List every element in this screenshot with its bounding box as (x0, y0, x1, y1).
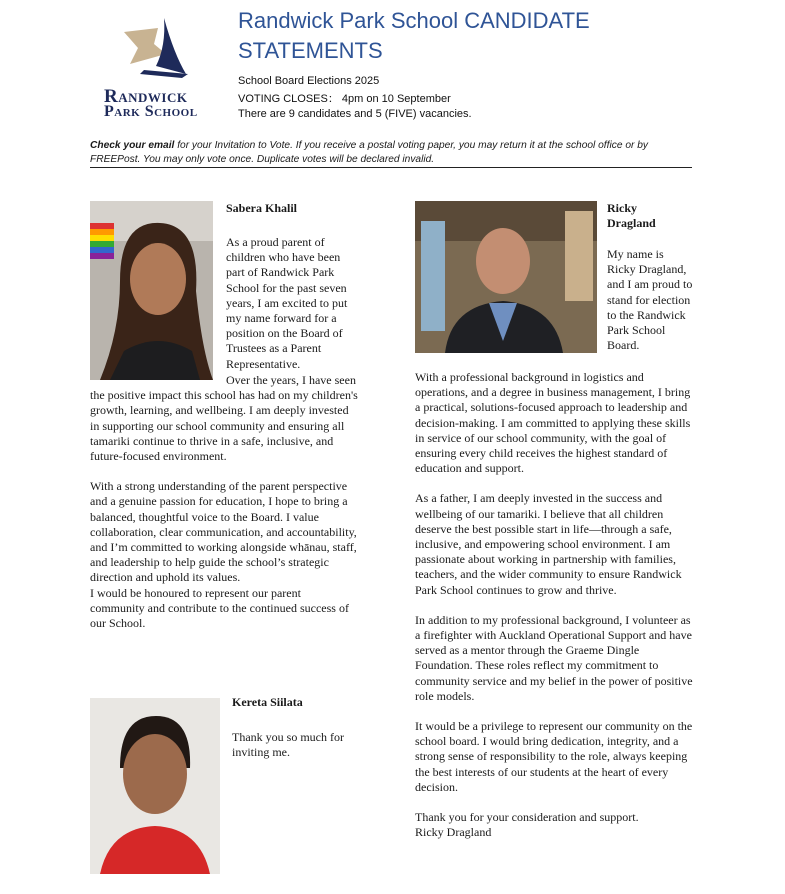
statement-kereta-p1: Thank you so much for inviting me. (232, 730, 344, 760)
statement-sabera-body (90, 373, 358, 631)
voting-closes-label: VOTING CLOSES： (238, 93, 339, 105)
voting-closes (238, 92, 451, 107)
statement-ricky-p4: In addition to my professional background, I volunteer as a firefighter with Auckland Operational Support and have served as a mentor through the Graeme Dingle Foundation. These roles reflect my commitment to community service and my belief in the power of positive role models. (415, 612, 693, 703)
candidate-photo-kereta (90, 698, 220, 874)
statement-sabera-p4: I would be honoured to represent our parent community and contribute to the continued success of our School. (90, 585, 349, 631)
statement-ricky-intro: My name is Ricky Dragland, and I am proud to stand for election to the Randwick Park School Board. (607, 247, 693, 353)
statement-ricky-p6: Thank you for your consideration and support. (415, 810, 639, 825)
statement-ricky-body (415, 370, 693, 840)
logo-text-line1: Randwick (104, 86, 188, 107)
vacancies-text: There are 9 candidates and 5 (FIVE) vacancies. (238, 108, 472, 120)
statement-ricky-p2: With a professional background in logistics and operations, and a degree in business management, I bring a practical, solutions-focused approach to leadership and decision-making. I am committed to applying these skills in service of our school community, with the goal of ensuring every child receives the highest standard of education and support. (415, 370, 691, 476)
voting-notice (90, 139, 695, 167)
notice-text: for your Invitation to Vote. If you receive a postal voting paper, you may return it at the school office or by FREEPost. You may only vote once. Duplicate votes will be declared invalid. (90, 140, 648, 165)
header-divider (90, 167, 692, 168)
statement-sabera-p3: With a strong understanding of the parent perspective and a genuine passion for education, I hope to bring a balanced, thoughtful voice to the Board. I value collaboration, clear communication, and accountability, and I’m committed to working alongside whānau, staff, and leadership to help guide the school’s strategic direction and uphold its values. (90, 479, 357, 585)
page-title: Randwick Park School CANDIDATE STATEMENTS (238, 8, 590, 63)
candidate-photo-sabera (90, 201, 213, 380)
voting-closes-value: 4pm on 10 September (341, 93, 451, 105)
notice-bold: Check your email (90, 140, 175, 151)
statement-ricky-p3: As a father, I am deeply invested in the success and wellbeing of our tamariki. I believe that all children deserve the best possible start in life—through a safe, inclusive, and empowering school environment. I am passionate about working in partnership with families, teachers, and the wider community to ensure Randwick Park School continues to grow and thrive. (415, 491, 682, 597)
logo-text-line2: Park School (104, 103, 198, 120)
candidate-name-ricky: Ricky Dragland (607, 201, 656, 230)
statement-sabera-p2: Over the years, I have seen the positive impact this school has had on my children's growth, learning, and wellbeing. I am deeply invested in supporting our school community and ensuring all tamariki continue to thrive in a safe, inclusive, and future-focused environment. (90, 373, 358, 464)
statement-ricky-p7: Ricky Dragland (415, 825, 492, 840)
statement-ricky-p5: It would be a privilege to represent our community on the school board. I would bring dedication, integrity, and a strong sense of responsibility to the role, always keeping the best interests of our students at the heart of every decision. (415, 719, 693, 794)
candidate-name-sabera: Sabera Khalil (226, 201, 298, 215)
election-subtitle: School Board Elections 2025 (238, 75, 380, 87)
candidate-photo-ricky (415, 201, 597, 353)
candidate-name-kereta: Kereta Siilata (232, 695, 303, 709)
statement-sabera-intro: As a proud parent of children who have been part of Randwick Park School for the past seven years, I am excited to put my name forward for a position on the Board of Trustees as a Parent Representative. (226, 235, 348, 371)
sail-emblem-icon (104, 14, 216, 89)
